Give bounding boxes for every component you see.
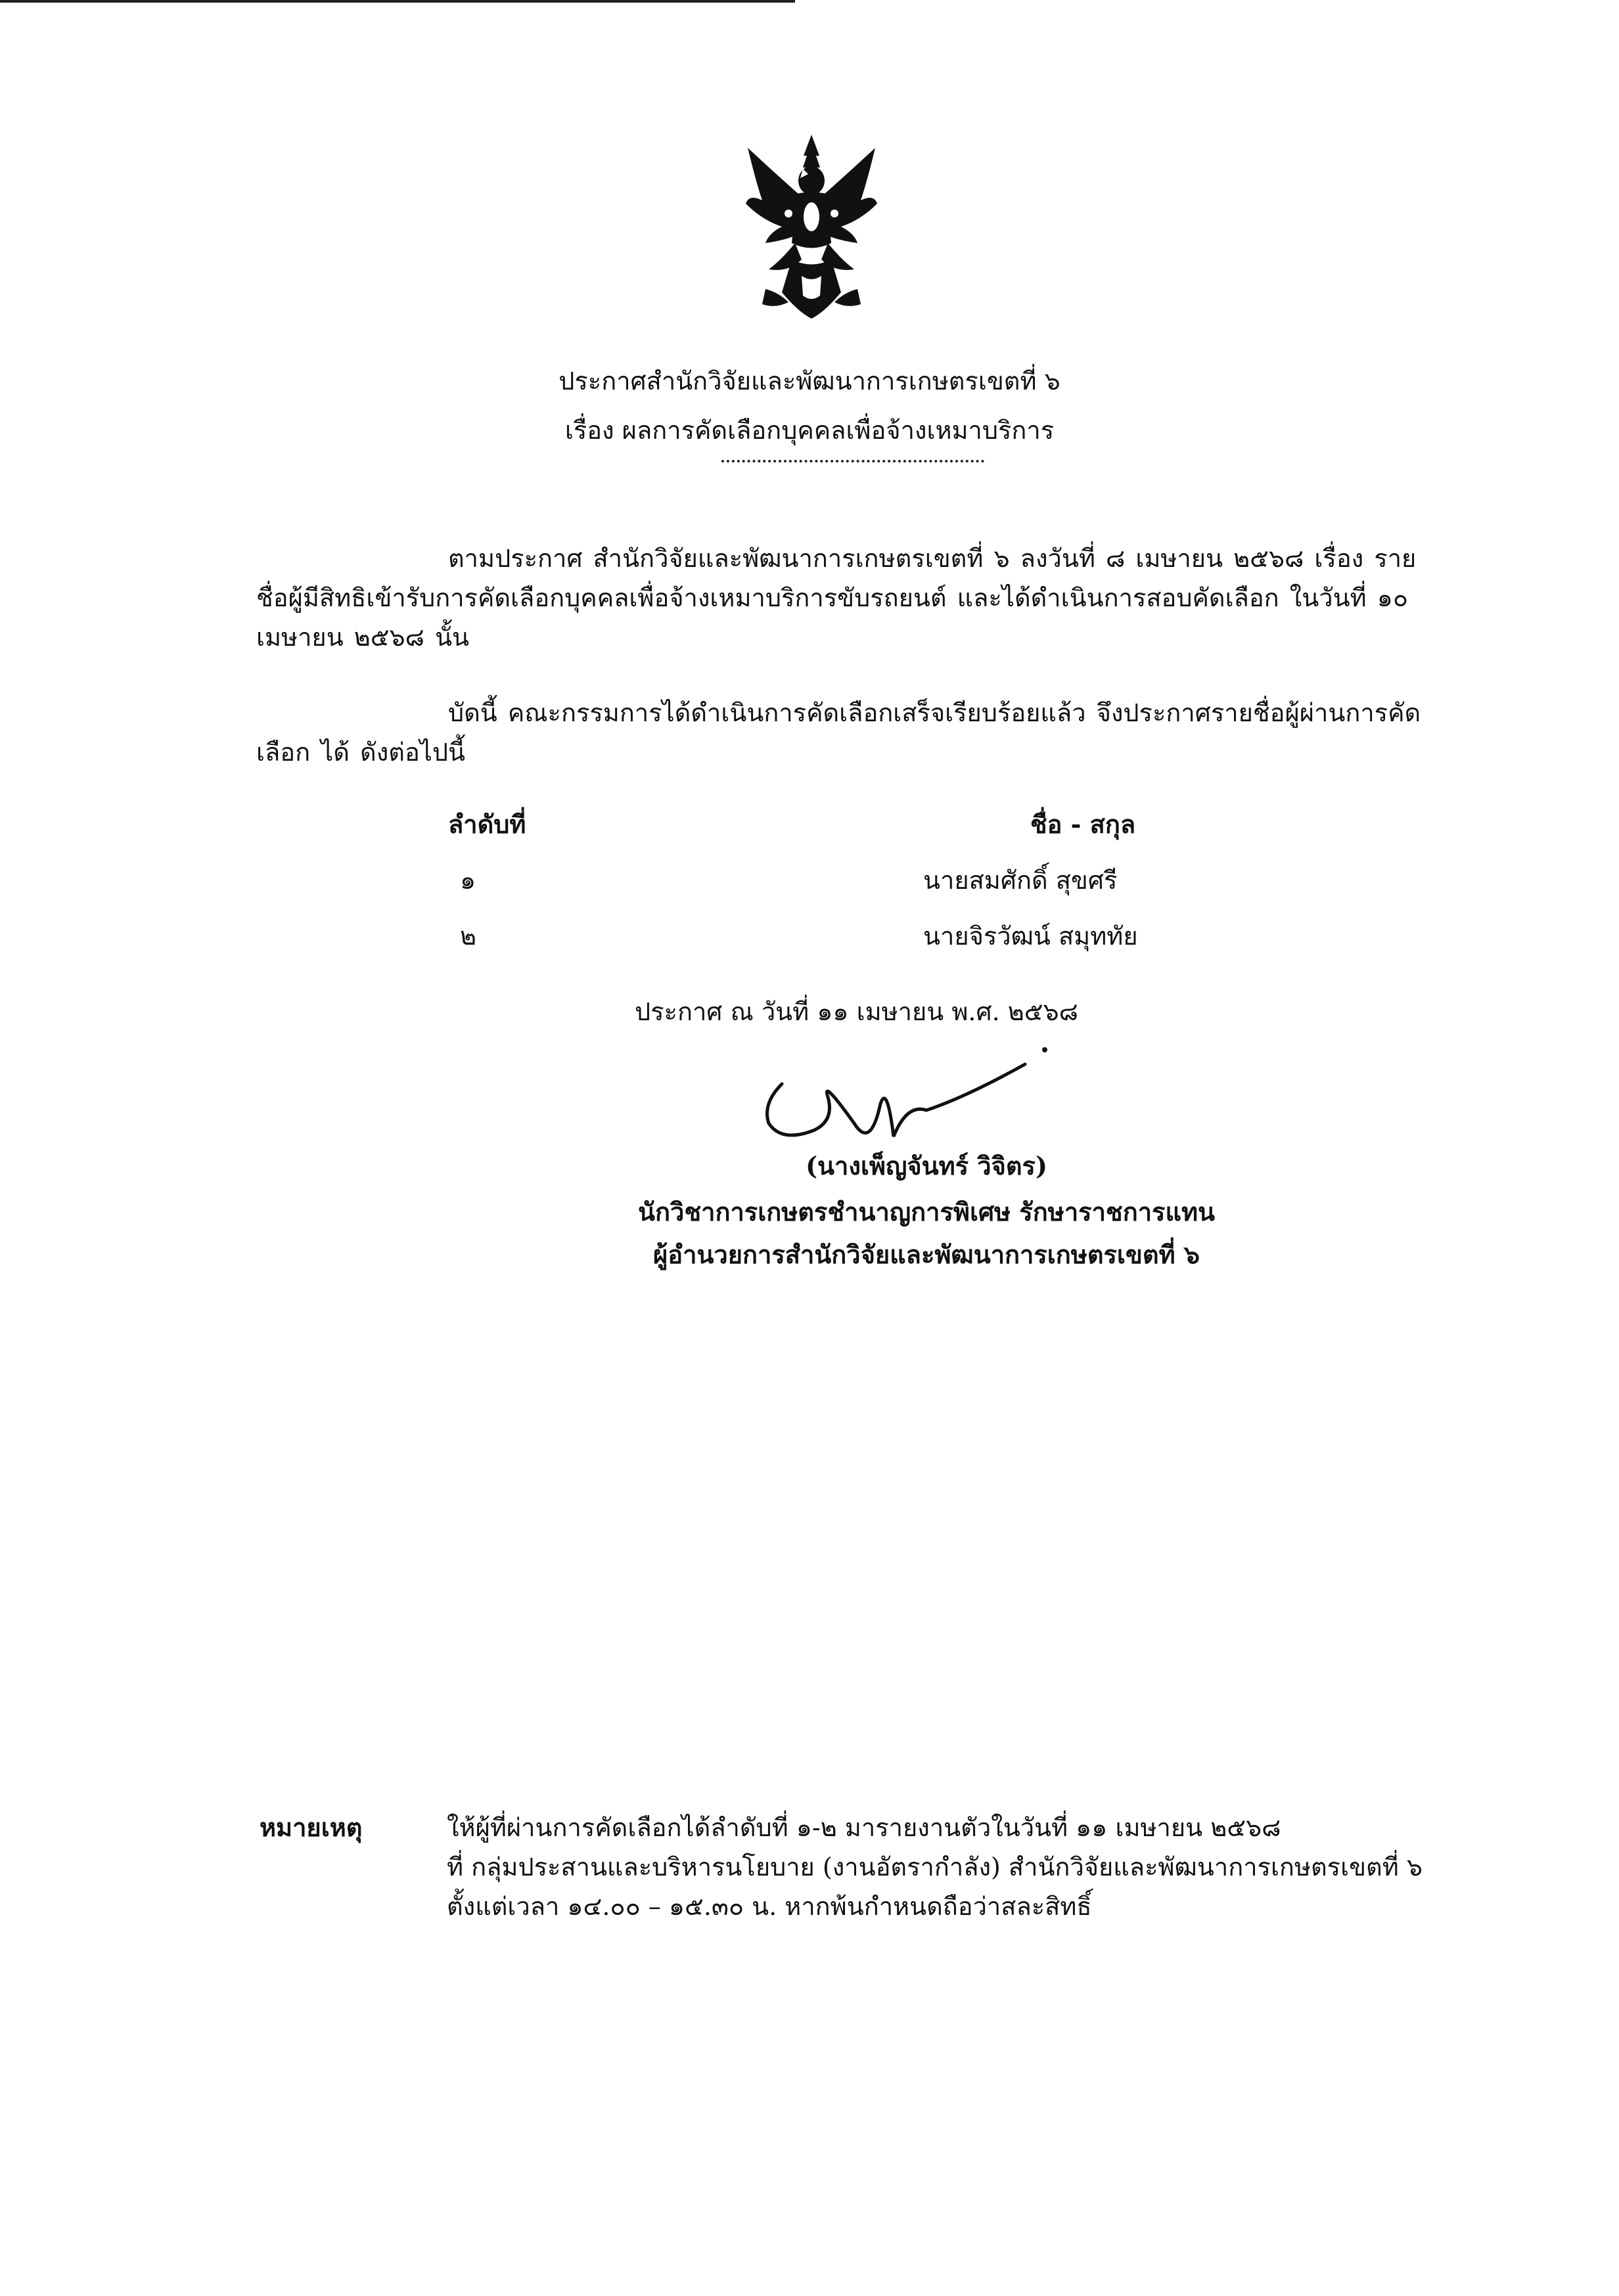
paragraph-1 (256, 539, 1446, 657)
column-header-name: ชื่อ - สกุล (1030, 809, 1136, 839)
column-header-number: ลำดับที่ (448, 809, 526, 839)
table-row-2-number: ๒ (460, 922, 477, 951)
note-label: หมายเหตุ (260, 1812, 363, 1842)
signature-icon (756, 1045, 1071, 1156)
paragraph-2 (256, 693, 1446, 772)
header-title: ประกาศสำนักวิจัยและพัฒนาการเกษตรเขตที่ ๖ (559, 367, 1060, 395)
note-line-2: ที่ กลุ่มประสานและบริหารนโยบาย (งานอัตรากำลัง) สำนักวิจัยและพัฒนาการเกษตรเขตที่ ๖ (447, 1853, 1423, 1881)
note-text (447, 1808, 1478, 1926)
top-border-line (0, 0, 795, 3)
table-row-1-name: นายสมศักดิ์ สุขศรี (923, 866, 1118, 895)
signer-name: (นางเพ็ญจันทร์ วิจิตร) (806, 1151, 1047, 1181)
note-line-1: ให้ผู้ที่ผ่านการคัดเลือกได้ลำดับที่ ๑-๒ มารายงานตัวในวันที่ ๑๑ เมษายน ๒๕๖๘ (447, 1813, 1281, 1842)
paragraph-2-text: บัดนี้ คณะกรรมการได้ดำเนินการคัดเลือกเสร็จเรียบร้อยแล้ว จึงประกาศรายชื่อผู้ผ่านการคัดเลือก ได้ ดังต่อไปนี้ (256, 698, 1421, 767)
header-subject: เรื่อง ผลการคัดเลือกบุคคลเพื่อจ้างเหมาบริการ (564, 416, 1055, 445)
table-row-2-name: นายจิรวัฒน์ สมุททัย (923, 922, 1138, 951)
dotted-separator (721, 460, 984, 462)
signer-position-1: นักวิชาการเกษตรชำนาญการพิเศษ รักษาราชการแทน (638, 1197, 1215, 1227)
signer-position-2: ผู้อำนวยการสำนักวิจัยและพัฒนาการเกษตรเขตที่ ๖ (653, 1240, 1200, 1269)
garuda-emblem-icon (742, 128, 880, 325)
announcement-date: ประกาศ ณ วันที่ ๑๑ เมษายน พ.ศ. ๒๕๖๘ (635, 997, 1078, 1026)
note-line-3: ตั้งแต่เวลา ๑๔.๐๐ – ๑๕.๓๐ น. หากพ้นกำหนดถือว่าสละสิทธิ์ (447, 1892, 1092, 1921)
paragraph-1-text: ตามประกาศ สำนักวิจัยและพัฒนาการเกษตรเขตที่ ๖ ลงวันที่ ๘ เมษายน ๒๕๖๘ เรื่อง รายชื่อผู้มีสิทธิเข้ารับการคัดเลือกบุคคลเพื่อจ้างเหมาบริการขับรถยนต์ และได้ดำเนินการสอบคัดเลือก ในวันที่ ๑๐ เมษายน ๒๕๖๘ นั้น (256, 544, 1417, 652)
table-row-1-number: ๑ (460, 866, 476, 895)
